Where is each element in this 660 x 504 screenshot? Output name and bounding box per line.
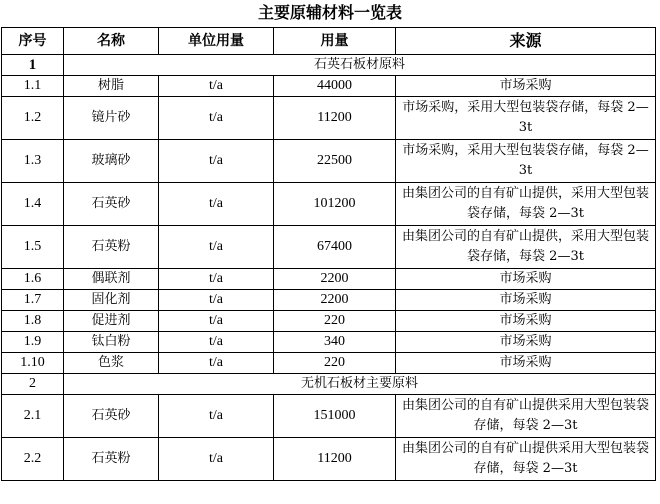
table-row [2,290,656,311]
material-name: 钛白粉 [64,332,159,353]
unit-cell: t/a [159,76,274,97]
source-cell: 由集团公司的自有矿山提供采用大型包装袋存储，每袋 2—3t [396,438,656,481]
material-name: 石英粉 [64,438,159,481]
unit-cell: t/a [159,226,274,269]
row-index: 1.8 [2,311,64,332]
header-row [2,28,656,55]
source-cell: 市场采购 [396,269,656,290]
row-index: 2.1 [2,395,64,438]
quantity-cell: 22500 [274,140,396,183]
unit-cell: t/a [159,140,274,183]
header-unit: 单位用量 [159,28,274,55]
unit-cell: t/a [159,438,274,481]
quantity-cell: 11200 [274,97,396,140]
quantity-cell: 67400 [274,226,396,269]
row-index: 2.2 [2,438,64,481]
row-index: 1.4 [2,183,64,226]
quantity-cell: 340 [274,332,396,353]
source-cell: 市场采购 [396,332,656,353]
source-cell: 由集团公司的自有矿山提供，采用大型包装袋存储，每袋 2—3t [396,226,656,269]
section-number: 2 [2,374,64,395]
material-name: 镜片砂 [64,97,159,140]
section-row [2,374,656,395]
row-index: 1.5 [2,226,64,269]
quantity-cell: 2200 [274,290,396,311]
section-row [2,55,656,76]
row-index: 1.10 [2,353,64,374]
unit-cell: t/a [159,311,274,332]
material-name: 固化剂 [64,290,159,311]
materials-table [1,27,656,481]
quantity-cell: 101200 [274,183,396,226]
source-cell: 市场采购 [396,353,656,374]
material-name: 玻璃砂 [64,140,159,183]
quantity-cell: 44000 [274,76,396,97]
table-row [2,76,656,97]
table-row [2,438,656,481]
table-row [2,226,656,269]
table-row [2,332,656,353]
unit-cell: t/a [159,290,274,311]
source-cell: 市场采购 [396,290,656,311]
quantity-cell: 220 [274,353,396,374]
header-quantity: 用量 [274,28,396,55]
row-index: 1.3 [2,140,64,183]
table-title: 主要原辅材料一览表 [257,3,402,22]
header-name: 名称 [64,28,159,55]
unit-cell: t/a [159,183,274,226]
source-cell: 市场采购，采用大型包装袋存储，每袋 2—3t [396,97,656,140]
material-name: 石英砂 [64,183,159,226]
unit-cell: t/a [159,97,274,140]
source-cell: 由集团公司的自有矿山提供，采用大型包装袋存储，每袋 2—3t [396,183,656,226]
row-index: 1.7 [2,290,64,311]
source-cell: 由集团公司的自有矿山提供采用大型包装袋存储，每袋 2—3t [396,395,656,438]
quantity-cell: 11200 [274,438,396,481]
section-label: 石英石板材原料 [64,55,656,76]
unit-cell: t/a [159,353,274,374]
row-index: 1.1 [2,76,64,97]
table-row [2,353,656,374]
material-name: 石英粉 [64,226,159,269]
table-row [2,311,656,332]
material-name: 色浆 [64,353,159,374]
row-index: 1.6 [2,269,64,290]
unit-cell: t/a [159,269,274,290]
material-name: 树脂 [64,76,159,97]
unit-cell: t/a [159,395,274,438]
quantity-cell: 220 [274,311,396,332]
header-index: 序号 [2,28,64,55]
section-label: 无机石板材主要原料 [64,374,656,395]
material-name: 促进剂 [64,311,159,332]
source-cell: 市场采购 [396,76,656,97]
material-name: 石英砂 [64,395,159,438]
row-index: 1.9 [2,332,64,353]
source-cell: 市场采购 [396,311,656,332]
section-number: 1 [2,55,64,76]
source-cell: 市场采购，采用大型包装袋存储，每袋 2—3t [396,140,656,183]
table-row [2,183,656,226]
table-row [2,395,656,438]
table-row [2,269,656,290]
quantity-cell: 2200 [274,269,396,290]
unit-cell: t/a [159,332,274,353]
material-name: 偶联剂 [64,269,159,290]
header-source: 来源 [396,28,656,55]
quantity-cell: 151000 [274,395,396,438]
table-row [2,140,656,183]
table-row [2,97,656,140]
row-index: 1.2 [2,97,64,140]
